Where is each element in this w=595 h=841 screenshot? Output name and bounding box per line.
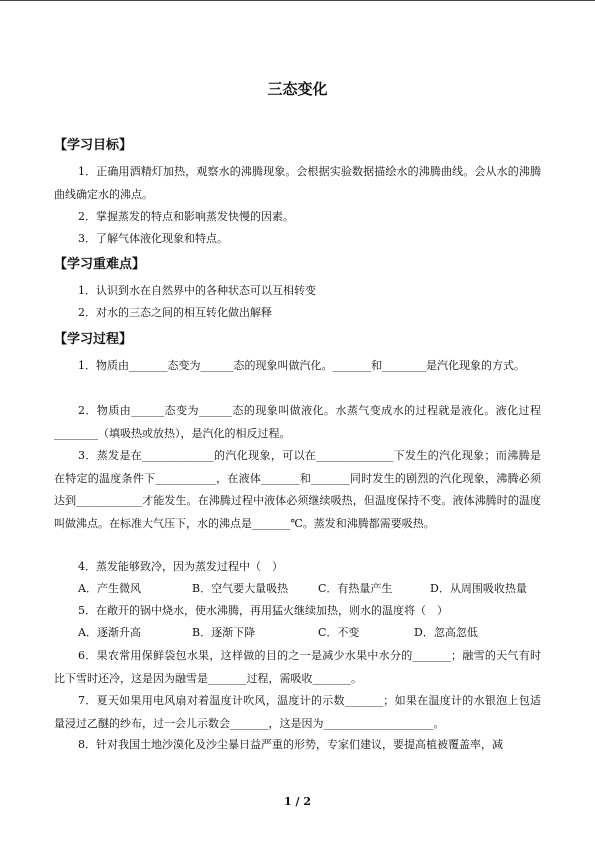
question-5-option-b: B．逐渐下降 [192,626,256,639]
question-6: 6．果农常用保鲜袋包水果，这样做的目的之一是减少水果中水分的_______；融雪的天气有时比下雪时还冷，这是因为融雪是_______过程，需吸收_______。 [54,649,541,685]
question-8: 8．针对我国土地沙漠化及沙尘暴日益严重的形势，专家们建议，要提高植被覆盖率，减 [78,738,503,751]
question-3: 3．蒸发是在_____________的汽化现象，可以在______________下发生的汽化现象；而沸腾是在特定的温度条件下___________，在液体_______和_______同时发生的剧烈的汽化现象，沸腾必须达到____________才能发生。在沸腾过程中液体必须继续吸热，但温度保持不变。液体沸腾时的温度叫做沸点。在标准大气压下，水的沸点是_______℃。蒸发和沸腾都需要吸热。 [54,449,541,530]
key-point-item-2: 2．对水的三态之间的相互转化做出解释 [78,306,272,319]
question-4-option-a: A．产生微风 [78,582,141,595]
question-5-option-c: C．不变 [318,626,360,639]
question-5-option-a: A．逐渐升高 [78,626,141,639]
question-4-option-d: D．从周围吸收热量 [430,582,527,595]
key-point-item-1: 1．认识到水在自然界中的各种状态可以互相转变 [78,284,316,297]
document-title: 三态变化 [267,80,328,98]
question-5-option-d: D．忽高忽低 [414,626,478,639]
question-5: 5．在敞开的锅中烧水，使水沸腾，再用猛火继续加热，则水的温度将（ ） [78,604,448,617]
section-heading-key-points: 【学习重难点】 [54,257,146,272]
goal-item-1: 1．正确用酒精灯加热，观察水的沸腾现象。会根据实验数据描绘水的沸腾曲线。会从水的沸腾曲线确定水的沸点。 [54,165,541,201]
section-heading-process: 【学习过程】 [54,332,133,347]
question-4: 4．蒸发能够致冷，因为蒸发过程中（ ） [78,560,283,573]
page-top-rule [0,0,595,1]
page-number: 1 / 2 [284,795,311,808]
question-1: 1．物质由_______态变为______态的现象叫做汽化。_______和________是汽化现象的方式。 [78,359,525,372]
question-5-options [78,622,478,645]
question-4-option-c: C．有热量产生 [318,582,393,595]
section-heading-goals: 【学习目标】 [54,138,133,153]
question-4-options [78,578,527,601]
question-2: 2．物质由______态变为______态的现象叫做液化。水蒸气变成水的过程就是液化。液化过程________（填吸热或放热），是汽化的相反过程。 [54,404,541,440]
question-4-option-b: B．空气要大量吸热 [192,582,289,595]
goal-item-2: 2．掌握蒸发的特点和影响蒸发快慢的因素。 [78,210,294,223]
question-7: 7．夏天如果用电风扇对着温度计吹风，温度计的示数_______；如果在温度计的水银泡上包适量浸过乙醚的纱布，过一会儿示数会_______，这是因为____________________。 [54,694,541,730]
goal-item-3: 3．了解气体液化现象和特点。 [78,232,228,245]
